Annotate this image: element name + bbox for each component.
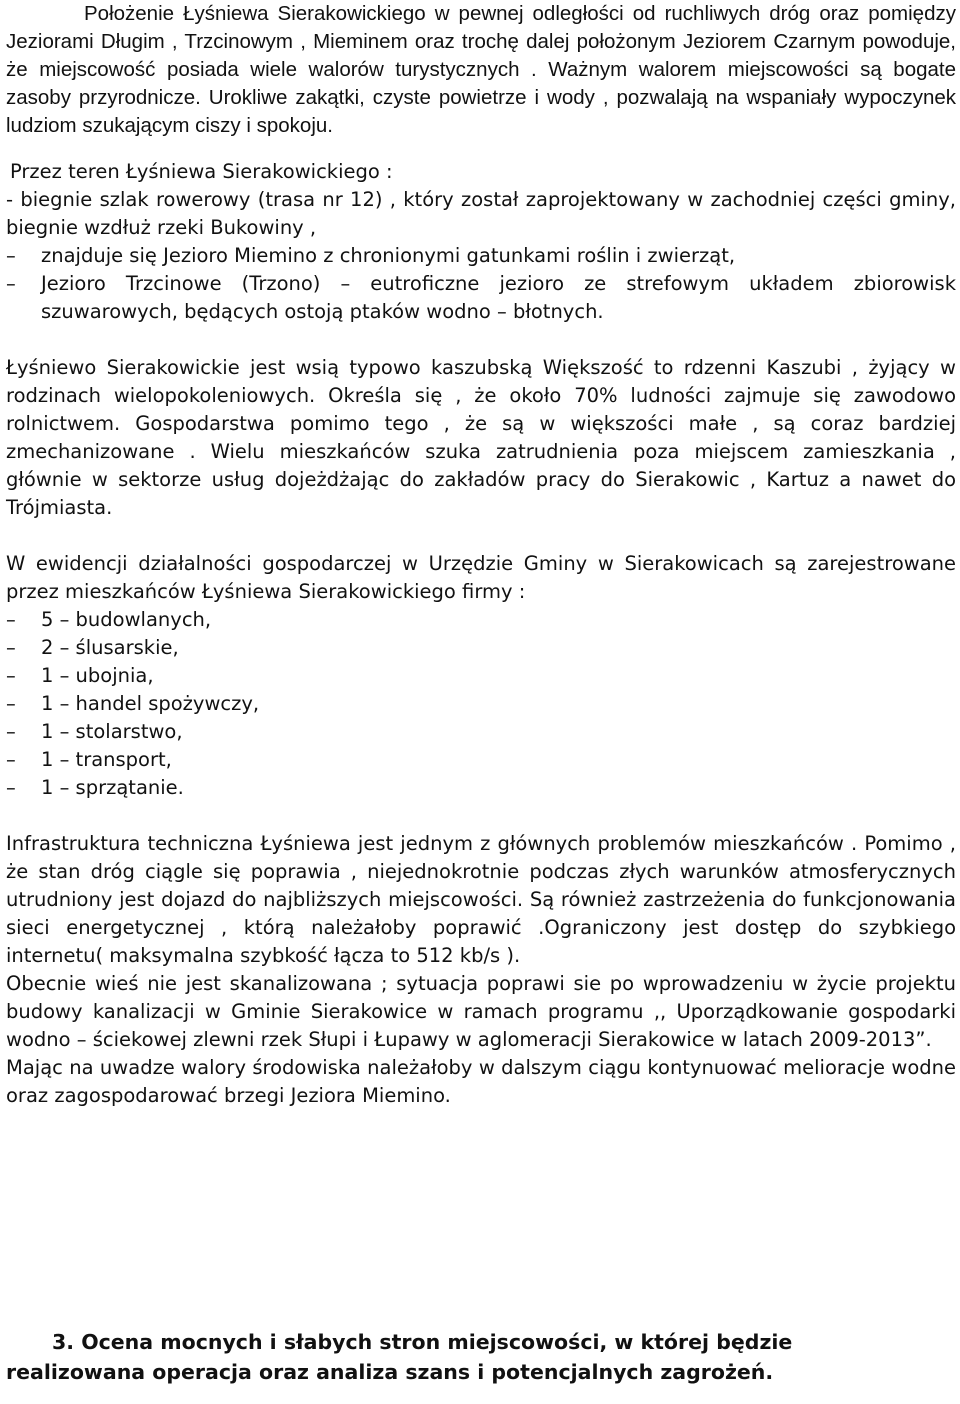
teren-line: - biegnie szlak rowerowy (trasa nr 12) , który został zaprojektowany w zachodniej części gminy, biegnie wzdłuż rzeki Bukowiny , bbox=[6, 188, 956, 239]
list-item: – 1 – stolarstwo, bbox=[6, 718, 956, 746]
intro-paragraph: Położenie Łyśniewa Sierakowickiego w pewnej odległości od ruchliwych dróg oraz pomiędzy Jeziorami Długim , Trzcinowym , Mieminem oraz trochę dalej położonym Jeziorem Czarnym powoduje, że miejscowość posiada wiele walorów turystycznych . Ważnym walorem miejscowości są bogate zasoby przyrodnicze. Urokliwe zakątki, czyste powietrze i wody , pozwalają na wspaniały wypoczynek ludziom szukającym ciszy i spokoju. bbox=[6, 2, 956, 137]
list-item: – 5 – budowlanych, bbox=[6, 606, 956, 634]
dash-bullet-icon: – bbox=[6, 272, 16, 295]
dash-bullet-icon: – bbox=[6, 636, 16, 659]
list-item: – 1 – ubojnia, bbox=[6, 662, 956, 690]
dash-bullet-icon: – bbox=[6, 748, 16, 771]
dash-bullet-icon: – bbox=[6, 244, 16, 267]
list-item: – Jezioro Trzcinowe (Trzono) – eutroficzne jezioro ze strefowym układem zbiorowisk szuwarowych, będących ostoją ptaków wodno – błotnych. bbox=[6, 272, 956, 323]
dash-bullet-icon: – bbox=[6, 776, 16, 799]
teren-title: Przez teren Łyśniewa Sierakowickiego : bbox=[10, 160, 393, 183]
list-item: – 1 – sprzątanie. bbox=[6, 774, 956, 802]
infrastruktura-paragraph: Infrastruktura techniczna Łyśniewa jest jednym z głównych problemów mieszkańców . Pomimo , że stan dróg ciągle się poprawia , niejednokrotnie podczas złych warunków atmosferycznych utrudniony jest dojazd do najbliższych miejscowości. Są również zastrzeżenia do funkcjonowania sieci energetycznej , którą należałoby poprawić .Ograniczony jest dostęp do szybkiego internetu( maksymalna szybkość łącza to 512 kb/s ). bbox=[6, 832, 956, 967]
firmy-list bbox=[6, 606, 956, 802]
list-item: – 1 – handel spożywczy, bbox=[6, 690, 956, 718]
firmy-intro: W ewidencji działalności gospodarczej w Urzędzie Gminy w Sierakowicach są zarejestrowane przez mieszkańców Łyśniewa Sierakowickiego firmy : bbox=[6, 552, 956, 603]
kanalizacja-paragraph: Obecnie wieś nie jest skanalizowana ; sytuacja poprawi sie po wprowadzeniu w życie projektu budowy kanalizacji w Gminie Sierakowice w ramach programu ,, Uporządkowanie gospodarki wodno – ściekowej zlewni rzek Słupi i Łupawy w aglomeracji Sierakowice w latach 2009-2013”. bbox=[6, 972, 956, 1051]
melioracje-paragraph: Mając na uwadze walory środowiska należałoby w dalszym ciągu kontynuować melioracje wodne oraz zagospodarować brzegi Jeziora Miemino. bbox=[6, 1056, 956, 1107]
document-page bbox=[6, 0, 956, 1387]
teren-list bbox=[6, 242, 956, 326]
list-item: – 1 – transport, bbox=[6, 746, 956, 774]
dash-bullet-icon: – bbox=[6, 608, 16, 631]
section-title-line-2: realizowana operacja oraz analiza szans i potencjalnych zagrożeń. bbox=[6, 1360, 774, 1384]
dash-bullet-icon: – bbox=[6, 664, 16, 687]
dash-bullet-icon: – bbox=[6, 692, 16, 715]
section-3-heading bbox=[6, 1327, 956, 1387]
section-number: 3. bbox=[52, 1330, 75, 1354]
list-item: – 2 – ślusarskie, bbox=[6, 634, 956, 662]
section-title-line-1: Ocena mocnych i słabych stron miejscowości, w której będzie bbox=[81, 1330, 793, 1354]
list-item: – znajduje się Jezioro Miemino z chronionymi gatunkami roślin i zwierząt, bbox=[6, 242, 956, 270]
ludnosc-paragraph: Łyśniewo Sierakowickie jest wsią typowo kaszubską Większość to rdzenni Kaszubi , żyjący w rodzinach wielopokoleniowych. Określa się , że około 70% ludności zajmuje się zawodowo rolnictwem. Gospodarstwa pomimo tego , że są w większości małe , są coraz bardziej zmechanizowane . Wielu mieszkańców szuka zatrudnienia poza miejscem zamieszkania , głównie w sektorze usług dojeżdżając do zakładów pracy do Sierakowic , Kartuz a nawet do Trójmiasta. bbox=[6, 356, 956, 519]
dash-bullet-icon: – bbox=[6, 720, 16, 743]
